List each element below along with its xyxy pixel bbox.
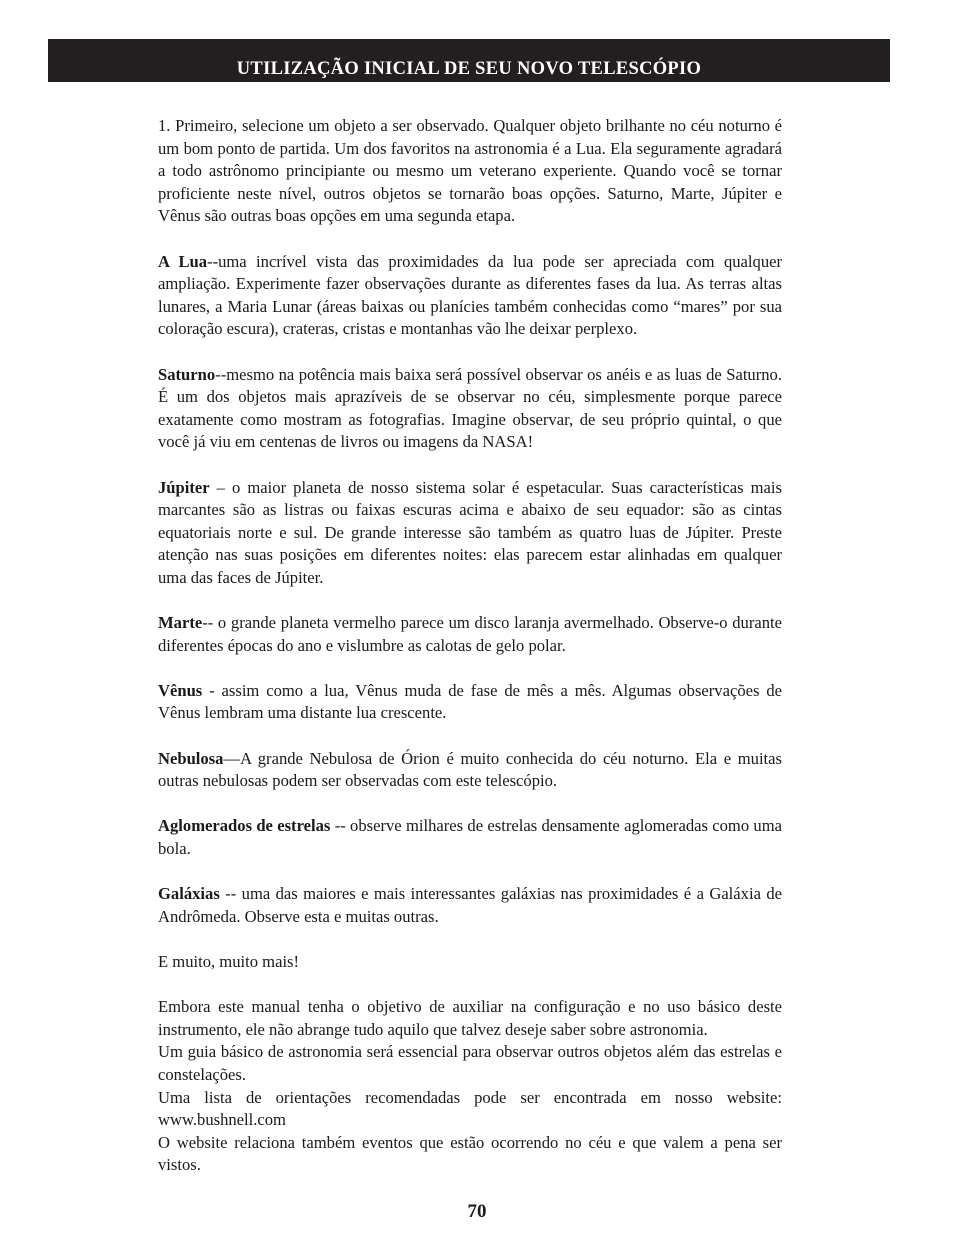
item-mars bbox=[158, 612, 782, 657]
item-description: -- o grande planeta vermelho parece um disco laranja avermelhado. Observe-o durante diferentes épocas do ano e vislumbre as calotas de gelo polar. bbox=[158, 613, 782, 655]
item-galaxies bbox=[158, 883, 782, 928]
intro-paragraph: 1. Primeiro, selecione um objeto a ser observado. Qualquer objeto brilhante no céu noturno é um bom ponto de partida. Um dos favoritos na astronomia é a Lua. Ela seguramente agradará a todo astrônomo principiante ou mesmo um veterano experiente. Quando você se tornar proficiente neste nível, outros objetos se tornarão boas opções. Saturno, Marte, Júpiter e Vênus são outras boas opções em uma segunda etapa. bbox=[158, 116, 782, 226]
item-nebula bbox=[158, 748, 782, 793]
item-term: Saturno bbox=[158, 364, 216, 384]
page-number: 70 bbox=[467, 1201, 487, 1222]
item-description: - assim como a lua, Vênus muda de fase de mês a mês. Algumas observações de Vênus lembram uma distante lua crescente. bbox=[158, 680, 782, 723]
item-term: Aglomerados de estrelas bbox=[158, 816, 331, 836]
section-title: UTILIZAÇÃO INICIAL DE SEU NOVO TELESCÓPIO bbox=[236, 59, 702, 79]
item-term: Marte bbox=[158, 613, 203, 633]
item-description: -- observe milhares de estrelas densamente aglomeradas como uma bola. bbox=[158, 816, 782, 858]
item-term: A Lua bbox=[158, 251, 208, 271]
closing-line: Embora este manual tenha o objetivo de auxiliar na configuração e no uso básico deste instrumento, ele não abrange tudo aquilo que talvez deseje saber sobre astronomia. bbox=[158, 997, 782, 1039]
item-saturn bbox=[158, 364, 782, 454]
item-moon bbox=[158, 251, 782, 341]
item-term: Júpiter bbox=[158, 477, 210, 497]
item-description: – o maior planeta de nosso sistema solar é espetacular. Suas características mais marcantes são as listras ou faixas escuras acima e abaixo de seu equador: são as cintas equatoriais norte e sul. De grande interesse são também as quatro luas de Júpiter. Preste atenção nas suas posições em diferentes noites: elas parecem estar alinhadas em qualquer uma das faces de Júpiter. bbox=[158, 477, 782, 587]
item-description: --mesmo na potência mais baixa será possível observar os anéis e as luas de Saturno. É um dos objetos mais aprazíveis de se observar no céu, simplesmente porque parece exatamente como mostram as fotografias. Imagine observar, de seu próprio quintal, o que você já viu em centenas de livros ou imagens da NASA! bbox=[158, 364, 782, 452]
item-term: Galáxias bbox=[158, 884, 220, 904]
closing-line: Um guia básico de astronomia será essencial para observar outros objetos além das estrelas e constelações. bbox=[158, 1042, 782, 1084]
item-description: --uma incrível vista das proximidades da lua pode ser apreciada com qualquer ampliação. Experimente fazer observações durante as diferentes fases da lua. As terras altas lunares, a Maria Lunar (áreas baixas ou planícies também conhecidas como “mares” por sua coloração escura), crateras, cristas e montanhas vão lhe deixar perplexo. bbox=[158, 251, 783, 339]
more-paragraph: E muito, muito mais! bbox=[158, 951, 300, 971]
item-description: —A grande Nebulosa de Órion é muito conhecida do céu noturno. Ela e muitas outras nebulosas podem ser observadas com este telescópio. bbox=[158, 748, 782, 791]
item-star-clusters bbox=[158, 815, 782, 860]
closing-paragraph bbox=[158, 996, 782, 1177]
body-text bbox=[158, 115, 782, 1177]
item-jupiter bbox=[158, 477, 782, 590]
item-term: Nebulosa bbox=[158, 748, 224, 768]
item-description: -- uma das maiores e mais interessantes galáxias nas proximidades é a Galáxia de Andrômeda. Observe esta e muitas outras. bbox=[158, 884, 782, 926]
item-venus bbox=[158, 680, 782, 725]
item-term: Vênus bbox=[158, 680, 203, 700]
section-header-bar bbox=[48, 39, 890, 82]
closing-line: Uma lista de orientações recomendadas pode ser encontrada em nosso website: www.bushnell.com bbox=[158, 1087, 782, 1130]
closing-line: O website relaciona também eventos que estão ocorrendo no céu e que valem a pena ser vistos. bbox=[158, 1132, 782, 1175]
